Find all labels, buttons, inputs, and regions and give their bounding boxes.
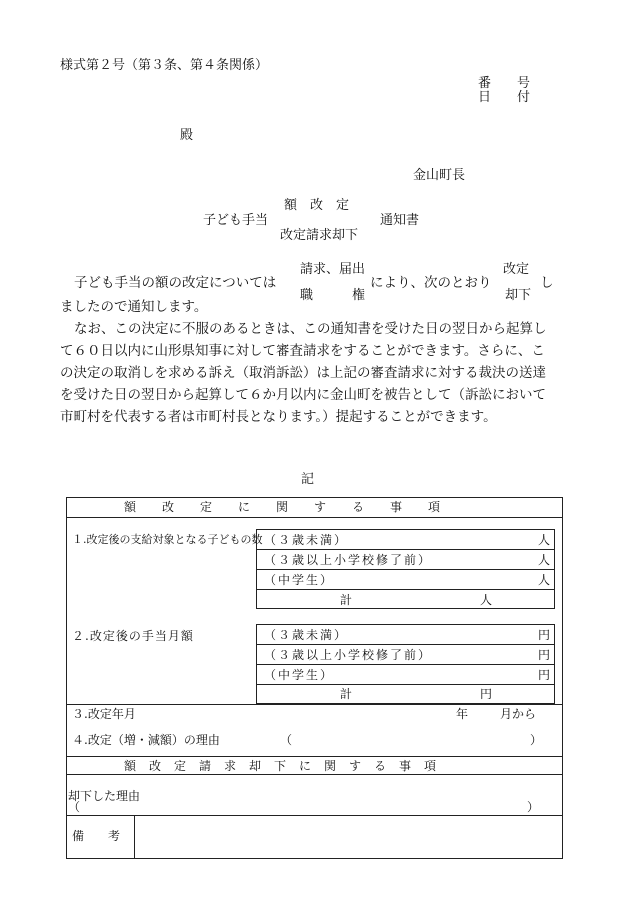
title-option-top: 額 改 定	[284, 198, 350, 213]
title-option-bottom: 改定請求却下	[280, 228, 359, 243]
date-label: 日 付	[478, 90, 531, 105]
reject-open: （	[68, 800, 81, 814]
item2-total-label: 計	[340, 687, 353, 701]
item1-row-unit: 人	[538, 573, 551, 587]
p1-request-top: 請求、届出	[300, 262, 366, 277]
item1-row-label: （３歳以上小学校修了前）	[264, 553, 433, 567]
form-label: 様式第２号（第３条、第４条関係）	[60, 58, 269, 73]
p1-text-d: ましたので通知します。	[60, 299, 208, 315]
p1-text-c: し	[540, 275, 554, 291]
item1-row-unit: 人	[538, 533, 551, 547]
number-label: 番 号	[478, 76, 531, 91]
item4-label: ４.改定（増・減額）の理由	[72, 733, 220, 747]
item2-row-unit: 円	[538, 628, 551, 642]
p1-option-bottom: 却下	[505, 288, 532, 303]
item3-label: ３.改定年月	[72, 707, 136, 721]
item1-row-unit: 人	[538, 553, 551, 567]
remarks-label: 備 考	[72, 829, 121, 843]
ki-heading: 記	[301, 472, 315, 487]
item1-label: １.改定後の支給対象となる子どもの数	[72, 533, 263, 546]
item2-row-label: （３歳未満）	[264, 628, 349, 642]
item3-year: 年	[456, 707, 469, 721]
p1-request-bottom: 職 権	[300, 288, 366, 303]
item1-row-label: （３歳未満）	[264, 533, 349, 547]
title-prefix: 子ども手当	[203, 213, 269, 228]
p1-option-top: 改定	[503, 262, 530, 277]
appeal-paragraph: なお、この決定に不服のあるときは、この通知書を受けた日の翌日から起算して６０日以内に山形県知事に対して審査請求をすることができます。さらに、この決定の取消しを求める訴え（取消訴訟）は上記の審査請求に対する裁決の送達を受けた日の翌日から起算して６か月以内に金山町を被告として（訴訟において市町村を代表する者は市町村長となります。）提起することができます。	[60, 321, 547, 425]
p1-text-a: 子ども手当の額の改定については	[74, 275, 277, 291]
title-suffix: 通知書	[380, 213, 420, 228]
item2-row-label: （３歳以上小学校修了前）	[264, 648, 433, 662]
issuer: 金山町長	[413, 168, 466, 183]
p1-text-b: により、次のとおり	[370, 275, 492, 291]
item2-row-label: （中学生）	[264, 668, 335, 682]
item4-open: （	[280, 733, 293, 747]
item1-total-label: 計	[340, 593, 353, 607]
item2-row-unit: 円	[538, 668, 551, 682]
item2-total-unit: 円	[480, 687, 493, 701]
item2-label: ２.改定後の手当月額	[72, 629, 194, 643]
item3-month: 月から	[500, 707, 537, 721]
addressee-suffix: 殿	[180, 128, 194, 143]
item4-close: ）	[530, 733, 543, 747]
reject-label: 却下した理由	[68, 789, 141, 803]
item1-row-label: （中学生）	[264, 573, 335, 587]
section2-header: 額改定請求却下に関する事項	[124, 759, 450, 773]
reject-close: ）	[527, 800, 540, 814]
section1-header: 額改定に関する事項	[124, 500, 467, 514]
item2-row-unit: 円	[538, 648, 551, 662]
item1-total-unit: 人	[480, 593, 493, 607]
